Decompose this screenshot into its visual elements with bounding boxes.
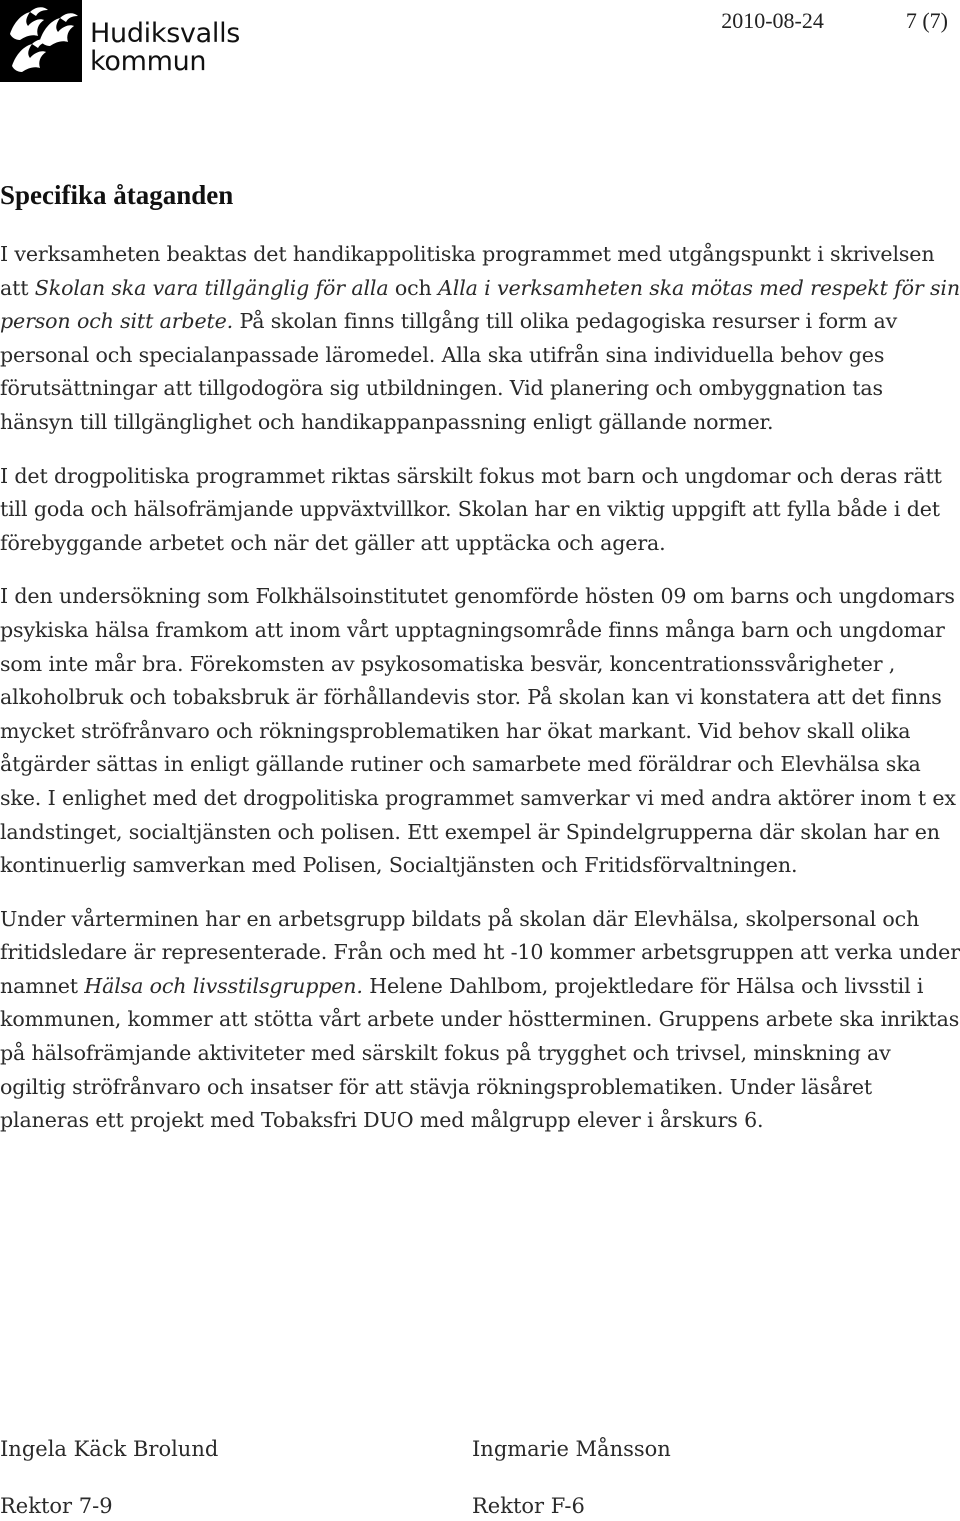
paragraph-text: På skolan finns tillgång till olika pedagogiska resurser i form av personal och specialanpassade läromedel. Alla ska utifrån sina individuella behov ges förutsättningar att tillgodogöra sig utbildningen. Vid planering och ombyggnation tas hänsyn till tillgänglighet och handikappanpassning enligt gällande normer. [0,309,898,434]
paragraph-text: I verksamheten beaktas det handikappolitiska programmet med utgångspunkt i skrivelsen att [0,242,935,300]
signature-role-2: Rektor F-6 [472,1494,585,1518]
logo-wordmark [90,20,240,76]
paragraph-working-group [0,903,960,1138]
logo-line-1: Hudiksvalls [90,18,241,49]
logo-line-2: kommun [90,46,207,77]
paragraph-health-survey: I den undersökning som Folkhälsoinstitutet genomförde hösten 09 om barns och ungdomars psykiska hälsa framkom att inom vårt upptagningsområde finns många barn och ungdomar som inte mår bra. Förekomsten av psykosomatiska besvär, koncentrationssvårigheter , alkoholbruk och tobaksbruk är förhållandevis stor. På skolan kan vi konstatera att det finns mycket ströfrånvaro och rökningsproblematiken har ökat markant. Vid behov skall olika åtgärder sättas in enligt gällande rutiner och samarbete med föräldrar och Elevhälsa ska ske. I enlighet med det drogpolitiska programmet samverkar vi med andra aktörer inom t ex landstinget, socialtjänsten och polisen. Ett exempel är Spindelgrupperna där skolan har en kontinuerlig samverkan med Polisen, Socialtjänsten och Fritidsförvaltningen. [0,584,956,878]
paragraph-text: och [388,275,439,300]
section-title: Specifika åtaganden [0,180,234,210]
signature-name-2: Ingmarie Månsson [472,1437,671,1461]
signature-role-1: Rektor 7-9 [0,1494,113,1518]
paragraph-text: Helene Dahlbom, projektledare för Hälsa och livsstil i kommunen, kommer att stötta vårt arbete under höstterminen. Gruppens arbete ska inriktas på hälsofrämjande aktiviteter med särskilt fokus på trygghet och trivsel, minskning av ogiltig ströfrånvaro och insatser för att stävja rökningsproblematiken. Under läsåret planeras ett projekt med Tobaksfri DUO med målgrupp elever i årskurs 6. [0,973,960,1133]
goat-emblem-icon [0,0,82,82]
paragraph-text: Under vårterminen har en arbetsgrupp bildats på skolan där Elevhälsa, skolpersonal och fritidsledare är representerade. Från och med ht -10 kommer arbetsgruppen att verka under namnet [0,906,960,998]
quoted-principle: Skolan ska vara tillgänglig för alla [34,275,389,300]
paragraph-accessibility [0,238,960,440]
municipality-logo [0,0,250,84]
document-body [0,238,960,1158]
group-name: Hälsa och livsstilsgruppen. [84,973,363,998]
page-header-meta [721,8,948,34]
quoted-principle: Alla i verksamheten ska mötas med respekt för sin person och sitt arbete. [0,275,960,334]
document-date: 2010-08-24 [721,8,824,33]
paragraph-drug-policy: I det drogpolitiska programmet riktas särskilt fokus mot barn och ungdomar och deras rätt till goda och hälsofrämjande uppväxtvillkor. Skolan har en viktig uppgift att fylla både i det förebyggande arbetet och när det gäller att upptäcka och agera. [0,463,942,555]
signature-name-1: Ingela Käck Brolund [0,1437,219,1461]
page-number: 7 (7) [905,8,948,33]
